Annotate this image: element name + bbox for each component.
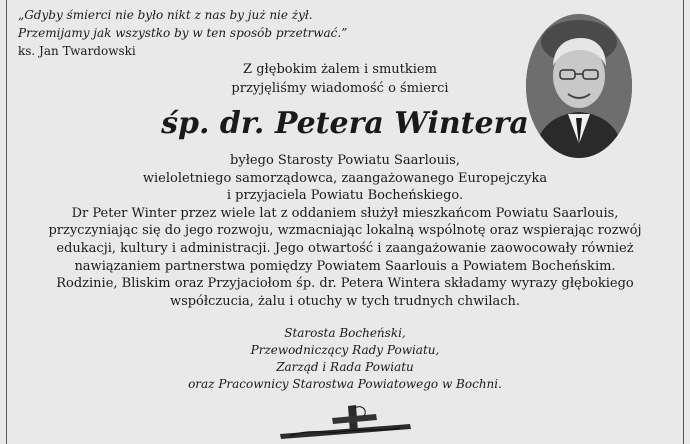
intro-line: przyjęliśmy wiadomość o śmierci bbox=[231, 81, 449, 96]
signature-line: Zarząd i Rada Powiatu bbox=[276, 360, 414, 374]
quote-line: Przemijamy jak wszystko by w ten sposób przetrwać.” bbox=[18, 26, 348, 40]
quote-author: ks. Jan Twardowski bbox=[18, 44, 136, 58]
body-line: Rodzinie, Bliskim oraz Przyjaciołom śp. dr. Petera Wintera składamy wyrazy głębokiego bbox=[56, 276, 634, 292]
intro-line: Z głębokim żalem i smutkiem bbox=[243, 62, 437, 77]
body-line: edukacji, kultury i administracji. Jego otwartość i zaangażowanie zaowocowały również bbox=[56, 240, 634, 256]
cross-icon bbox=[270, 398, 420, 440]
signature-line: Starosta Bocheński, bbox=[284, 326, 406, 340]
body-line: współczucia, żalu i otuchy w tych trudnych chwilach. bbox=[169, 293, 521, 309]
body-line: i przyjaciela Powiatu Bocheńskiego. bbox=[226, 188, 464, 204]
epigraph-quote bbox=[18, 6, 438, 60]
body-line: byłego Starosty Powiatu Saarlouis, bbox=[230, 153, 460, 168]
intro-text bbox=[190, 60, 490, 98]
body-line: przyczyniając się do jego rozwoju, wzmacniając lokalną wspólnotę oraz wspierając rozwój bbox=[48, 223, 642, 239]
signature-line: Przewodniczący Rady Powiatu, bbox=[250, 343, 440, 357]
obituary-body bbox=[40, 152, 650, 310]
body-line: Dr Peter Winter przez wiele lat z oddaniem służył mieszkańcom Powiatu Saarlouis, bbox=[71, 205, 619, 221]
body-line: nawiązaniem partnerstwa pomiędzy Powiatem Saarlouis a Powiatem Bocheńskim. bbox=[74, 258, 616, 274]
signature-line: oraz Pracownicy Starostwa Powiatowego w Bochni. bbox=[188, 377, 502, 391]
body-line: wieloletniego samorządowca, zaangażowanego Europejczyka bbox=[142, 170, 548, 186]
signature-block bbox=[140, 325, 550, 393]
quote-line: „Gdyby śmierci nie było nikt z nas by już nie żył. bbox=[18, 8, 313, 22]
deceased-name: śp. dr. Petera Wintera bbox=[161, 106, 529, 141]
